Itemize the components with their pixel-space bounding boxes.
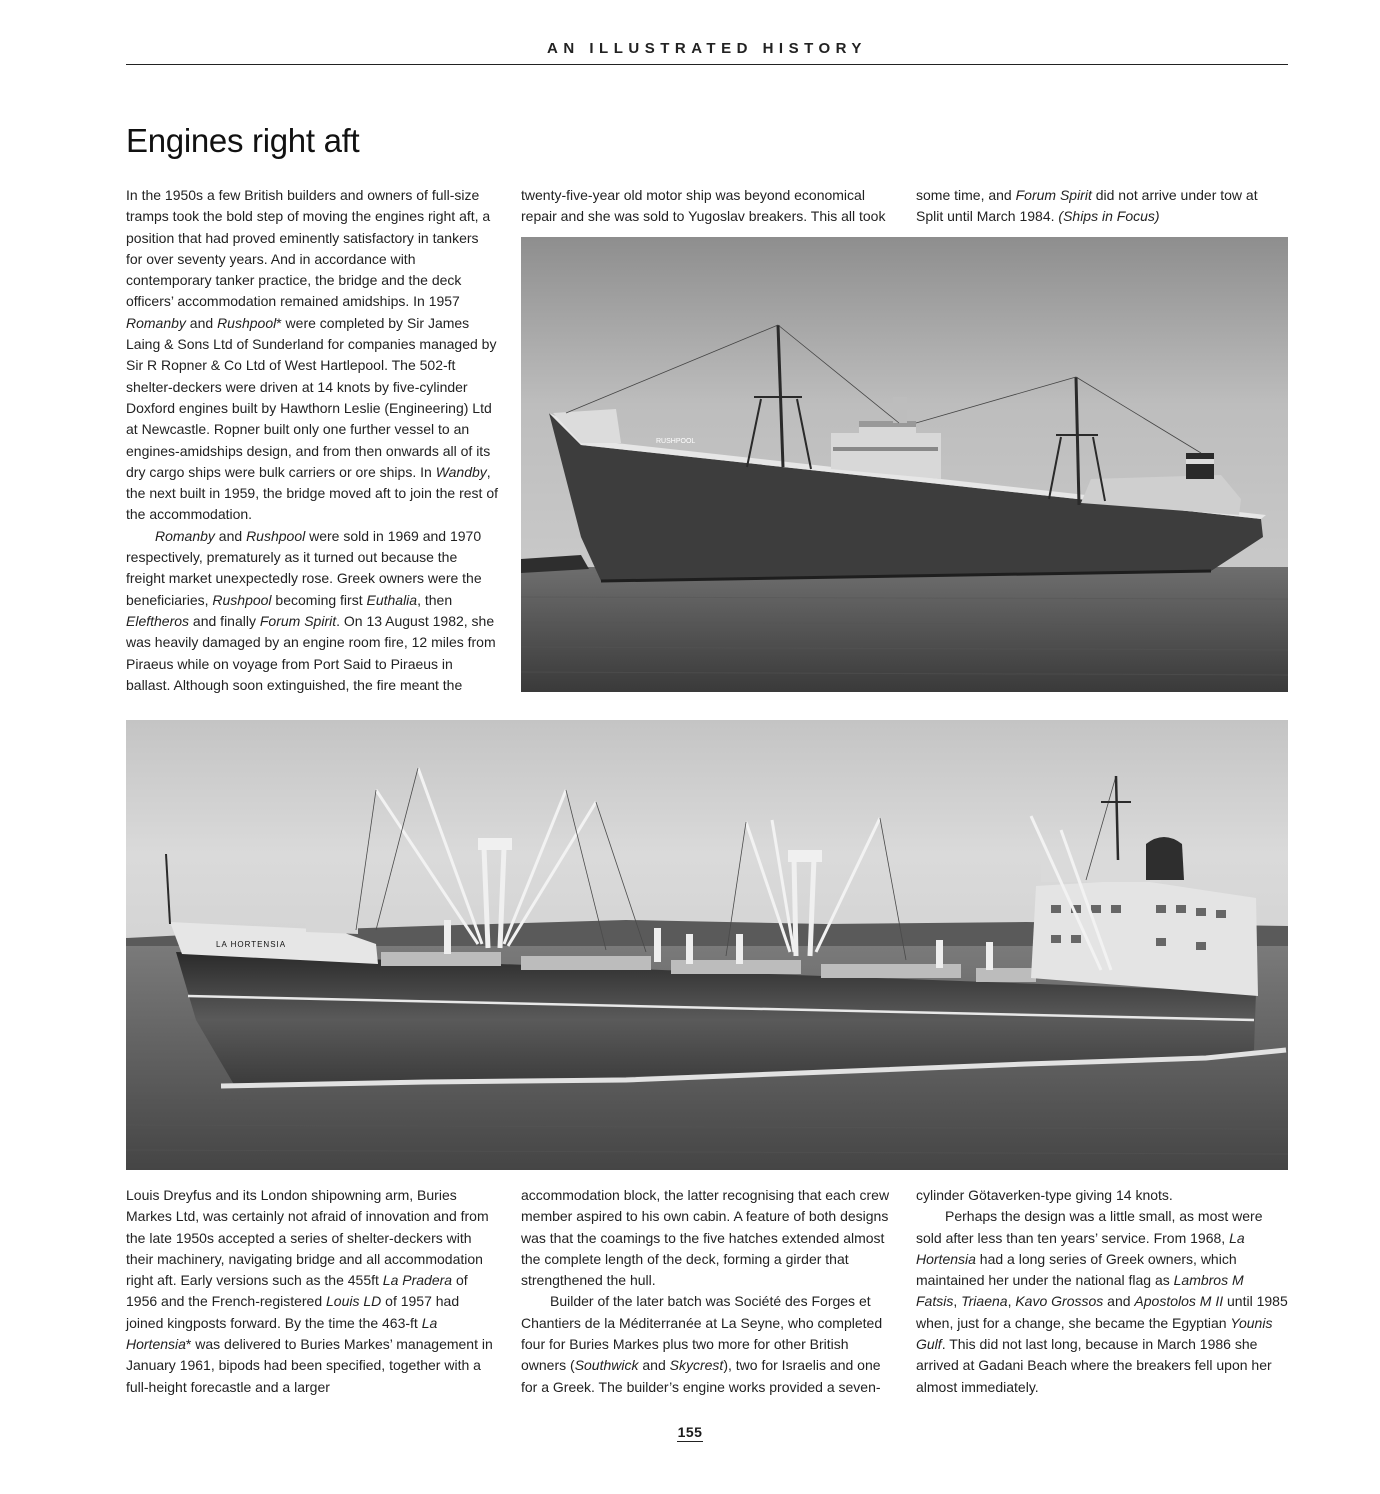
paragraph: Perhaps the design was a little small, as most were sold after less than ten years’ service. From 1968, La Hortensia had a long series of Greek owners, which maintained her under the national flag as Lambros M Fatsis, Triaena, Kavo Grossos and Apostolos M II until 1985 when, just for a change, she became the Egyptian Younis Gulf. This did not last long, because in March 1986 she arrived at Gadani Beach where the breakers fell upon her almost immediately. [916, 1208, 1288, 1395]
top-text-column-3 [916, 185, 1288, 228]
running-title: AN ILLUSTRATED HISTORY [547, 40, 867, 57]
hull-name: LA HORTENSIA [216, 940, 287, 949]
paragraph: twenty-five-year old motor ship was beyond economical repair and she was sold to Yugoslav breakers. This all took [521, 187, 886, 225]
paragraph: Builder of the later batch was Société des Forges et Chantiers de la Méditerranée at La Seyne, who completed four for Buries Markes plus two more for other British owners (Southwick and Skycrest), two for Israelis and one for a Greek. The builder’s engine works provided a seven- [521, 1293, 883, 1395]
paragraph: Romanby and Rushpool were sold in 1969 and 1970 respectively, prematurely as it turned out because the freight market unexpectedly rose. Greek owners were the beneficiaries, Rushpool becoming first Euthalia, then Eleftheros and finally Forum Spirit. On 13 August 1982, she was heavily damaged by an engine room fire, 12 miles from Piraeus while on voyage from Port Said to Piraeus in ballast. Although soon extinguished, the fire meant the [126, 527, 496, 693]
top-text-column-2 [521, 185, 893, 228]
hull-name: RUSHPOOL [656, 438, 696, 445]
section-title: Engines right aft [126, 122, 360, 159]
top-text-column-1 [126, 185, 498, 696]
photo-caption: some time, and Forum Spirit did not arrive under tow at Split until March 1984. (Ships in Focus) [916, 187, 1258, 225]
paragraph: cylinder Götaverken-type giving 14 knots. [916, 1187, 1173, 1203]
page-number [0, 1424, 1380, 1442]
bottom-text-column-3 [916, 1185, 1288, 1398]
paragraph: In the 1950s a few British builders and owners of full-size tramps took the bold step of moving the engines right aft, a position that had proved eminently satisfactory in tankers for over seventy years. And in accordance with contemporary tanker practice, the bridge and the deck officers’ accommodation remained amidships. In 1957 Romanby and Rushpool* were completed by Sir James Laing & Sons Ltd of Sunderland for companies managed by Sir R Ropner & Co Ltd of West Hartlepool. The 502-ft shelter-deckers were driven at 14 knots by five-cylinder Doxford engines built by Hawthorn Leslie (Engineering) Ltd at Newcastle. Ropner built only one further vessel to an engines-amidships design, and from then onwards all of its dry cargo ships were bulk carriers or ore ships. In Wandby, the next built in 1959, the bridge moved aft to join the rest of the accommodation. [126, 187, 499, 523]
ship-photo-rushpool [521, 237, 1288, 692]
bottom-text-column-1 [126, 1185, 498, 1398]
paragraph: accommodation block, the latter recognising that each crew member aspired to his own cabin. A feature of both designs was that the coamings to the five hatches extended almost the complete length of the deck, forming a girder that strengthened the hull. [521, 1187, 890, 1289]
running-header [126, 40, 1288, 65]
bottom-text-column-2 [521, 1185, 893, 1398]
ship-photo-la-hortensia [126, 720, 1288, 1170]
paragraph: Louis Dreyfus and its London shipowning arm, Buries Markes Ltd, was certainly not afraid of innovation and from the late 1950s accepted a series of shelter-deckers with their machinery, navigating bridge and all accommodation right aft. Early versions such as the 455ft La Pradera of 1956 and the French-registered Louis LD of 1957 had joined kingposts forward. By the time the 463-ft La Hortensia* was delivered to Buries Markes’ management in January 1961, bipods had been specified, together with a full-height forecastle and a larger [126, 1187, 493, 1395]
page-number-text: 155 [677, 1424, 703, 1440]
